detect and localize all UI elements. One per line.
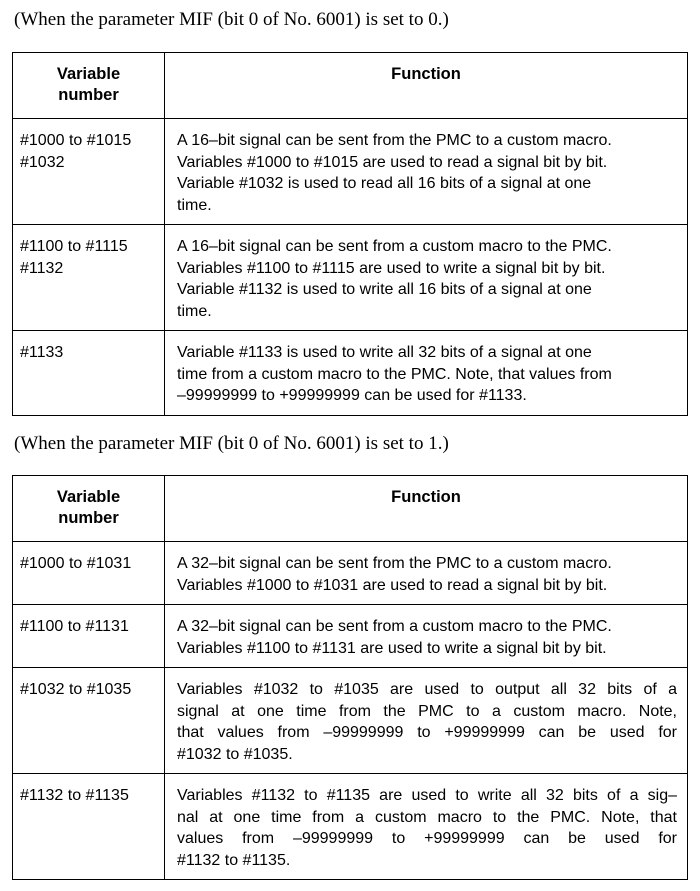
function-line: A 16–bit signal can be sent from the PMC to a custom macro.	[177, 132, 612, 149]
function-line: values from –99999999 to +99999999 can be used for	[177, 830, 677, 847]
variable-number-line: #1000 to #1031	[20, 555, 132, 572]
header-variable-number	[13, 53, 165, 119]
variable-number-cell	[13, 331, 165, 416]
table-row	[13, 331, 688, 416]
header-row	[13, 476, 688, 542]
variables-table-mif0	[12, 52, 688, 416]
function-description-cell	[165, 225, 688, 331]
function-line: A 32–bit signal can be sent from the PMC to a custom macro.	[177, 555, 612, 572]
function-line: that values from –99999999 to +99999999 can be used for	[177, 724, 677, 741]
variable-number-line: #1133	[20, 344, 64, 361]
variable-number-line: #1032 to #1035	[20, 681, 132, 698]
function-line: Variables #1032 to #1035 are used to output all 32 bits of a	[177, 681, 677, 698]
function-description-cell	[165, 774, 688, 880]
table1-caption: (When the parameter MIF (bit 0 of No. 6001) is set to 0.)	[14, 9, 449, 30]
table-row	[13, 119, 688, 225]
function-line: nal at one time from a custom macro to the PMC. Note, that	[177, 808, 677, 826]
function-line: A 32–bit signal can be sent from a custom macro to the PMC.	[177, 618, 612, 635]
table-row	[13, 542, 688, 605]
header-variable-line2: number	[58, 86, 119, 104]
table-row	[13, 225, 688, 331]
header-variable-line1: Variable	[56, 488, 121, 506]
variable-number-line: #1132 to #1135	[20, 787, 129, 804]
variable-number-cell	[13, 225, 165, 331]
function-line: –99999999 to +99999999 can be used for #1133.	[177, 387, 527, 404]
function-description-cell	[165, 119, 688, 225]
function-description-cell	[165, 542, 688, 605]
function-line: Variable #1133 is used to write all 32 bits of a signal at one	[177, 344, 592, 361]
function-line: Variables #1000 to #1015 are used to read a signal bit by bit.	[177, 153, 608, 171]
function-line: #1132 to #1135.	[177, 851, 291, 869]
variable-number-cell	[13, 668, 165, 774]
variable-number-line: #1100 to #1131	[20, 618, 129, 635]
function-line: time from a custom macro to the PMC. Note, that values from	[177, 365, 612, 383]
header-row	[13, 53, 688, 119]
function-line: Variable #1132 is used to write all 16 bits of a signal at one	[177, 281, 592, 298]
variable-number-cell	[13, 119, 165, 225]
function-description-cell	[165, 668, 688, 774]
variable-number-cell	[13, 605, 165, 668]
table1-body	[13, 119, 688, 416]
header-variable-number	[13, 476, 165, 542]
variables-table-mif1	[12, 475, 688, 880]
function-line: time.	[177, 302, 212, 320]
variable-number-line: #1132	[20, 259, 64, 277]
function-line: time.	[177, 196, 212, 214]
variable-number-line: #1032	[20, 153, 65, 171]
table-row	[13, 605, 688, 668]
function-description-cell	[165, 605, 688, 668]
function-line: Variable #1032 is used to read all 16 bits of a signal at one	[177, 175, 592, 192]
variable-number-cell	[13, 542, 165, 605]
function-line: Variables #1100 to #1131 are used to write a signal bit by bit.	[177, 639, 607, 657]
function-line: Variables #1100 to #1115 are used to write a signal bit by bit.	[177, 259, 606, 277]
table-row	[13, 774, 688, 880]
function-description-cell	[165, 331, 688, 416]
variable-number-line: #1000 to #1015	[20, 132, 132, 149]
header-variable-line1: Variable	[56, 65, 121, 83]
table2-caption: (When the parameter MIF (bit 0 of No. 6001) is set to 1.)	[14, 433, 449, 454]
table-row	[13, 668, 688, 774]
function-line: #1032 to #1035.	[177, 745, 293, 763]
function-line: A 16–bit signal can be sent from a custom macro to the PMC.	[177, 238, 612, 255]
variable-number-cell	[13, 774, 165, 880]
header-variable-line2: number	[58, 509, 119, 527]
function-line: Variables #1132 to #1135 are used to write all 32 bits of a sig–	[177, 787, 677, 804]
variable-number-line: #1100 to #1115	[20, 238, 128, 255]
header-function: Function	[165, 476, 688, 542]
function-line: signal at one time from the PMC to a custom macro. Note,	[177, 702, 677, 720]
header-function: Function	[165, 53, 688, 119]
table2-body	[13, 542, 688, 880]
function-line: Variables #1000 to #1031 are used to read a signal bit by bit.	[177, 576, 608, 594]
